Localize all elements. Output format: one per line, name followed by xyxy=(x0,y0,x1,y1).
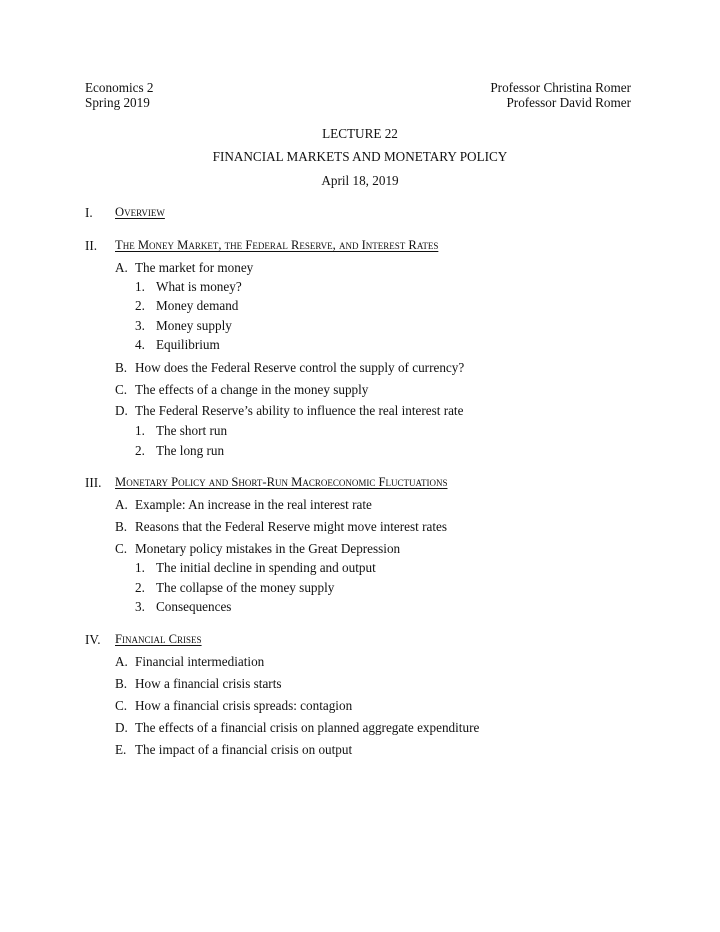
item-letter: A. xyxy=(115,654,128,669)
item-text: How a financial crisis spreads: contagion xyxy=(135,698,353,713)
item-text: The market for money xyxy=(135,260,254,275)
lecture-date: April 18, 2019 xyxy=(321,173,399,188)
professor-1: Professor Christina Romer xyxy=(490,80,631,95)
section-numeral: IV. xyxy=(85,632,101,647)
item-letter: C. xyxy=(115,698,128,713)
item-text: Example: An increase in the real interest rate xyxy=(135,497,372,512)
item-text: Financial intermediation xyxy=(135,654,265,669)
subitem-text: Equilibrium xyxy=(156,337,220,352)
subitem-text: The short run xyxy=(156,423,228,438)
section-title: Monetary Policy and Short-Run Macroeconomic Fluctuations xyxy=(115,475,448,489)
subitem-number: 2. xyxy=(135,580,145,595)
section-title: Overview xyxy=(115,205,165,219)
item-text: How a financial crisis starts xyxy=(135,676,282,691)
course-name: Economics 2 xyxy=(85,80,154,95)
item-text: The effects of a change in the money supply xyxy=(135,382,369,397)
subitem-text: Money supply xyxy=(156,318,232,333)
subitem-text: Money demand xyxy=(156,298,239,313)
item-text: How does the Federal Reserve control the supply of currency? xyxy=(135,360,465,375)
professor-2: Professor David Romer xyxy=(506,95,631,110)
item-letter: D. xyxy=(115,403,128,418)
subitem-number: 1. xyxy=(135,560,145,575)
section-numeral: III. xyxy=(85,475,102,490)
item-letter: B. xyxy=(115,676,128,691)
subitem-text: The initial decline in spending and output xyxy=(156,560,376,575)
lecture-number: LECTURE 22 xyxy=(322,126,398,141)
item-letter: E. xyxy=(115,742,127,757)
item-text: The Federal Reserve’s ability to influence the real interest rate xyxy=(135,403,464,418)
section-title: The Money Market, the Federal Reserve, and Interest Rates xyxy=(115,238,439,252)
subitem-text: The collapse of the money supply xyxy=(156,580,335,595)
subitem-number: 2. xyxy=(135,298,145,313)
section-title: Financial Crises xyxy=(115,632,202,646)
item-text: The effects of a financial crisis on planned aggregate expenditure xyxy=(135,720,480,735)
item-letter: C. xyxy=(115,382,128,397)
item-letter: D. xyxy=(115,720,128,735)
subitem-text: Consequences xyxy=(156,599,232,614)
item-letter: A. xyxy=(115,497,128,512)
subitem-text: What is money? xyxy=(156,279,242,294)
item-letter: B. xyxy=(115,519,128,534)
item-letter: A. xyxy=(115,260,128,275)
subitem-number: 1. xyxy=(135,423,145,438)
subitem-number: 4. xyxy=(135,337,145,352)
section-numeral: II. xyxy=(85,238,98,253)
subitem-number: 3. xyxy=(135,318,145,333)
subitem-number: 2. xyxy=(135,443,145,458)
term: Spring 2019 xyxy=(85,95,150,110)
item-letter: C. xyxy=(115,541,128,556)
subitem-number: 1. xyxy=(135,279,145,294)
subitem-number: 3. xyxy=(135,599,145,614)
item-letter: B. xyxy=(115,360,128,375)
item-text: Reasons that the Federal Reserve might move interest rates xyxy=(135,519,448,534)
section-numeral: I. xyxy=(85,205,93,220)
lecture-topic: FINANCIAL MARKETS AND MONETARY POLICY xyxy=(212,149,508,164)
item-text: Monetary policy mistakes in the Great Depression xyxy=(135,541,401,556)
item-text: The impact of a financial crisis on output xyxy=(135,742,353,757)
subitem-text: The long run xyxy=(156,443,225,458)
